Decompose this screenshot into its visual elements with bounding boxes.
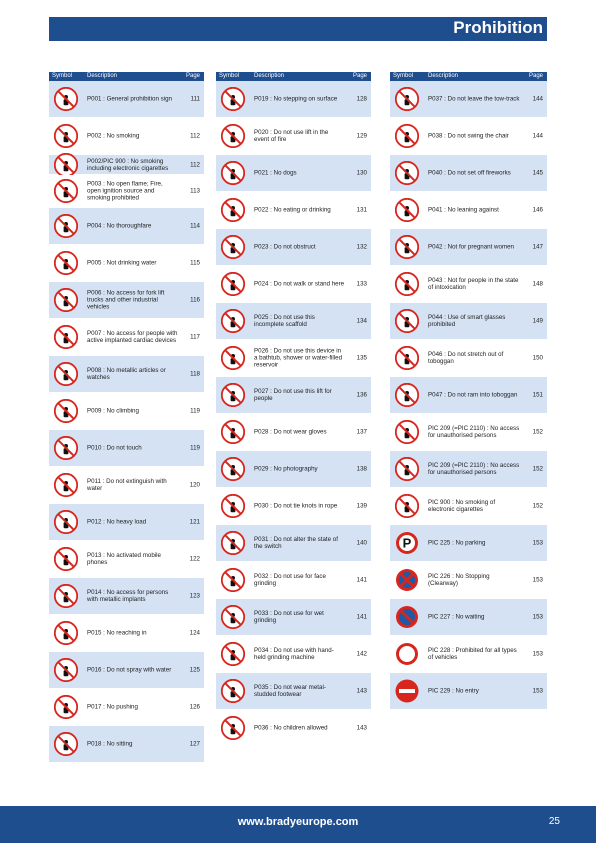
sign-page-ref: 132 [356,243,367,251]
sign-page-ref: 116 [190,296,200,304]
dog-icon [221,161,245,185]
sign-description: P025 : Do not use this incomplete scaffold [254,314,315,328]
sign-description: P003 : No open flame; Fire, open ignition source and smoking prohibited [87,180,163,202]
sign-description: P044 : Use of smart glasses prohibited [428,314,506,328]
sign-page-ref: 118 [190,370,200,378]
header-symbol: Symbol [393,73,414,79]
sign-page-ref: 126 [189,703,200,711]
tap-water-icon [54,251,78,275]
camera-icon [221,457,245,481]
rope-knot-icon [221,494,245,518]
children-icon [221,716,245,740]
sign-row [49,541,204,578]
sign-row [49,430,204,467]
obstruct-icon [221,235,245,259]
sign-page-ref: 151 [532,391,543,399]
page-title: Prohibition [453,18,543,37]
sign-row [216,155,371,192]
sign-description: P006 : No access for fork lift trucks and other industrial vehicles [87,289,165,311]
pedestrian-icon [54,214,78,238]
footprints-icon [221,272,245,296]
sign-description: P017 : No pushing [87,703,138,711]
sign-page-ref: 143 [356,687,367,695]
sign-page-ref: 115 [190,259,200,267]
sign-row [49,652,204,689]
water-spray-icon [54,658,78,682]
sign-row [216,377,371,414]
raised-hand-icon [395,457,419,481]
sign-row [390,599,547,636]
sign-table-column-1 [49,72,204,763]
sign-page-ref: 145 [532,169,543,177]
sign-page-ref: 117 [190,333,200,341]
hand-touch-icon [54,436,78,460]
sign-page-ref: 125 [189,666,200,674]
sign-row [49,356,204,393]
sign-row [49,726,204,763]
fireworks-icon [395,161,419,185]
sign-page-ref: 124 [189,629,200,637]
sign-description: P013 : No activated mobile phones [87,552,161,566]
sign-description: PIC 229 : No entry [428,687,479,695]
sign-page-ref: 127 [189,740,200,748]
sign-row [390,192,547,229]
sign-description: P035 : Do not wear metal-studded footwear [254,684,326,698]
sign-row [49,245,204,282]
sign-row [390,303,547,340]
sign-page-ref: 153 [532,650,543,658]
sign-description: P033 : Do not use for wet grinding [254,610,324,624]
sign-row [390,636,547,673]
food-drink-icon [221,198,245,222]
sign-page-ref: 119 [190,444,200,452]
sign-row [49,504,204,541]
sign-page-ref: 111 [190,95,200,103]
sign-page-ref: 134 [356,317,367,325]
table-header [390,72,547,81]
sign-table-column-3 [390,72,547,710]
pregnant-woman-icon [395,235,419,259]
sign-description: P031 : Do not alter the state of the switch [254,536,338,550]
sign-row [390,451,547,488]
sign-description: PIC 225 : No parking [428,539,486,547]
climbing-icon [54,399,78,423]
sign-description: P004 : No thoroughfare [87,222,152,230]
sign-description: PIC 209 (=PIC 2110) : No access for unauthorised persons [428,425,520,439]
sign-row [49,319,204,356]
match-flame-icon [54,179,78,203]
sign-description: P030 : Do not tie knots in rope [254,502,338,510]
sign-row [216,562,371,599]
sign-row [216,599,371,636]
stepping-icon [221,87,245,111]
sign-page-ref: 136 [356,391,367,399]
sign-page-ref: 112 [190,132,200,140]
sign-description: P023 : Do not obstruct [254,243,316,251]
sign-description: P026 : Do not use this device in a bathtub, shower or water-filled reservoir [254,347,343,369]
page-number: 25 [548,816,560,827]
no-parking-p-icon [395,531,419,555]
sign-description: PIC 226 : No Stopping (Clearway) [428,573,490,587]
reaching-hand-icon [54,621,78,645]
sign-row [49,578,204,615]
sign-description: P028 : Do not wear gloves [254,428,327,436]
glove-icon [221,420,245,444]
sign-row [216,266,371,303]
table-header [49,72,204,81]
sign-page-ref: 152 [532,428,543,436]
prohibition-sign-icon [54,87,78,111]
sign-description: P029 : No photography [254,465,318,473]
sign-row [216,340,371,377]
no-waiting-icon [395,605,419,629]
sign-row [390,266,547,303]
sign-row [49,282,204,319]
toboggan-ram-icon [395,383,419,407]
sign-row [390,229,547,266]
sign-description: P007 : No access for people with active implanted cardiac devices [87,330,178,344]
e-cigarette-icon [395,494,419,518]
header-page: Page [185,73,200,79]
sign-page-ref: 121 [189,518,200,526]
sign-description: P022 : No eating or drinking [254,206,331,214]
studded-boot-icon [221,679,245,703]
sign-description: P021 : No dogs [254,169,297,177]
sign-description: P038 : Do not swing the chair [428,132,509,140]
sign-page-ref: 119 [190,407,200,415]
sign-page-ref: 148 [532,280,543,288]
sign-page-ref: 123 [189,592,200,600]
sign-description: P002 : No smoking [87,132,140,140]
intoxication-icon [395,272,419,296]
sign-page-ref: 152 [532,465,543,473]
sign-description: P010 : Do not touch [87,444,142,452]
sign-row [49,689,204,726]
sign-description: P009 : No climbing [87,407,139,415]
sign-page-ref: 138 [356,465,367,473]
sign-row [49,615,204,652]
sign-row [390,377,547,414]
metal-implant-icon [54,584,78,608]
smart-glasses-icon [395,309,419,333]
sign-page-ref: 152 [532,502,543,510]
no-vehicles-icon [395,642,419,666]
sign-row [390,118,547,155]
sign-page-ref: 153 [532,539,543,547]
sign-page-ref: 135 [356,354,367,362]
sign-description: P042 : Not for pregnant women [428,243,514,251]
sign-row [390,155,547,192]
sign-row [216,636,371,673]
sign-table-column-2 [216,72,371,747]
heavy-load-icon [54,510,78,534]
sign-page-ref: 153 [532,613,543,621]
hand-grinder-icon [221,642,245,666]
sign-page-ref: 153 [532,576,543,584]
header-description: Description [428,73,459,79]
sign-description: P011 : Do not extinguish with water [87,478,167,492]
sign-description: P019 : No stepping on surface [254,95,338,103]
sign-row [216,229,371,266]
sign-description: P046 : Do not stretch out of toboggan [428,351,504,365]
sign-description: P012 : No heavy load [87,518,147,526]
raised-hand-icon [395,420,419,444]
header-symbol: Symbol [219,73,240,79]
sign-page-ref: 146 [532,206,543,214]
sign-row [49,393,204,430]
scaffold-icon [221,309,245,333]
sign-description: P041 : No leaning against [428,206,499,214]
sign-row [216,488,371,525]
header-description: Description [254,73,285,79]
sign-description: P034 : Do not use with hand-held grinding machine [254,647,334,661]
footer-bar [0,806,596,843]
header-symbol: Symbol [52,73,73,79]
watch-icon [54,362,78,386]
header-page: Page [352,73,367,79]
sign-page-ref: 139 [356,502,367,510]
website-url[interactable]: www.bradyeurope.com [237,816,359,828]
forklift-icon [54,288,78,312]
header-description: Description [87,73,118,79]
sign-description: P027 : Do not use this lift for people [254,388,332,402]
switch-icon [221,531,245,555]
mobile-phone-icon [54,547,78,571]
sign-page-ref: 153 [532,687,543,695]
sign-description: P005 : Not drinking water [87,259,157,267]
sign-page-ref: 144 [532,132,543,140]
sign-description: PIC 209 (=PIC 2110) : No access for unauthorised persons [428,462,520,476]
svg-text:P: P [402,535,412,551]
face-grinding-icon [221,568,245,592]
sign-page-ref: 137 [356,428,367,436]
sign-description: P001 : General prohibition sign [87,95,172,103]
sign-page-ref: 142 [356,650,367,658]
cigarette-icon [54,124,78,148]
sign-row [216,525,371,562]
sign-row [216,81,371,118]
sign-row [390,525,547,562]
sign-page-ref: 114 [190,222,200,230]
pushing-icon [54,695,78,719]
sign-description: P032 : Do not use for face grinding [254,573,326,587]
sign-page-ref: 144 [532,95,543,103]
sign-description: PIC 900 : No smoking of electronic cigarettes [428,499,496,513]
sign-page-ref: 143 [356,724,367,732]
sign-row [49,175,204,208]
sign-row [390,81,547,118]
sign-description: P014 : No access for persons with metallic implants [87,589,169,603]
sign-page-ref: 112 [190,161,200,168]
sign-row [216,192,371,229]
pacemaker-icon [54,325,78,349]
sign-row [216,118,371,155]
sign-row [49,155,204,175]
sign-page-ref: 113 [190,187,200,195]
sign-description: P036 : No children allowed [254,724,328,732]
sign-page-ref: 141 [356,576,367,584]
table-header [216,72,371,81]
no-entry-icon [395,679,419,703]
sign-page-ref: 130 [356,169,367,177]
toboggan-stretch-icon [395,346,419,370]
sign-description: P024 : Do not walk or stand here [254,280,345,288]
sign-description: P037 : Do not leave the tow-track [428,95,520,103]
sign-row [216,673,371,710]
sign-row [49,467,204,504]
header-page: Page [528,73,543,79]
bathtub-icon [221,346,245,370]
sign-row [216,414,371,451]
water-on-fire-icon [54,473,78,497]
sign-row [49,81,204,118]
sign-page-ref: 141 [356,613,367,621]
sign-description: P047 : Do not ram into toboggan [428,391,518,399]
sign-row [49,118,204,155]
sign-row [390,673,547,710]
sign-row [390,562,547,599]
sign-page-ref: 128 [356,95,367,103]
wet-grinding-icon [221,605,245,629]
tow-track-icon [395,87,419,111]
lift-fire-icon [221,124,245,148]
sign-row [216,451,371,488]
sign-description: PIC 228 : Prohibited for all types of vehicles [428,647,517,661]
sign-page-ref: 120 [189,481,200,489]
title-bar [49,17,547,41]
sign-page-ref: 133 [356,280,367,288]
sign-description: PIC 227 : No waiting [428,613,485,621]
leaning-icon [395,198,419,222]
no-stopping-icon [395,568,419,592]
sign-row [390,340,547,377]
sign-description: P015 : No reaching in [87,629,147,637]
sign-description: P020 : Do not use lift in the event of fire [254,129,329,143]
sign-row [390,414,547,451]
sign-page-ref: 150 [532,354,543,362]
sign-page-ref: 147 [532,243,543,251]
sign-page-ref: 129 [356,132,367,140]
sitting-icon [54,732,78,756]
sign-description: P040 : Do not set off fireworks [428,169,511,177]
sign-row [49,208,204,245]
swing-chair-icon [395,124,419,148]
sign-description: P018 : No sitting [87,740,133,748]
e-cigarette-icon [54,153,78,177]
sign-page-ref: 122 [189,555,200,563]
sign-page-ref: 131 [356,206,367,214]
sign-description: P016 : Do not spray with water [87,666,172,674]
sign-page-ref: 140 [356,539,367,547]
sign-description: P043 : Not for people in the state of intoxication [428,277,519,291]
sign-description: P008 : No metallic articles or watches [87,367,166,381]
sign-page-ref: 149 [532,317,543,325]
lift-people-icon [221,383,245,407]
sign-row [216,710,371,747]
sign-row [216,303,371,340]
sign-row [390,488,547,525]
sign-description: P002/PIC 900 : No smoking including electronic cigarettes [87,157,169,172]
